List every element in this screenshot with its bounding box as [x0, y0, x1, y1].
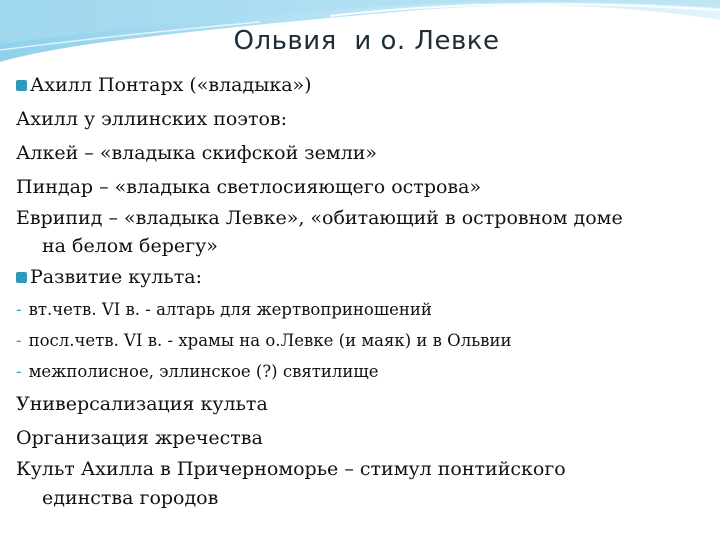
line-text: межполисное, эллинское (?) святилище	[28, 362, 379, 381]
text-line: Универсализация культа	[16, 393, 268, 415]
line-continuation: на белом берегу»	[42, 235, 218, 257]
bullet-line	[16, 68, 706, 102]
line-text: Развитие культа:	[30, 266, 203, 288]
line-text: Ахилл Понтарх («владыка»)	[30, 74, 312, 96]
square-bullet-icon	[16, 80, 27, 91]
dash-item	[16, 294, 706, 325]
text-line	[16, 455, 706, 513]
bullet-line	[16, 260, 706, 294]
dash-bullet-icon: -	[16, 331, 22, 350]
slide-title: Ольвия и о. Левке	[233, 26, 500, 56]
text-line: Пиндар – «владыка светлосияющего острова»	[16, 176, 482, 198]
line-text: посл.четв. VI в. - храмы на о.Левке (и маяк) и в Ольвии	[28, 331, 512, 350]
square-bullet-icon	[16, 272, 27, 283]
line-continuation: единства городов	[42, 487, 219, 509]
line-text: вт.четв. VI в. - алтарь для жертвоприношений	[28, 300, 432, 319]
dash-item	[16, 325, 706, 356]
line-text: Культ Ахилла в Причерноморье – стимул понтийского	[16, 458, 566, 480]
dash-item	[16, 356, 706, 387]
slide-body	[16, 68, 706, 513]
dash-bullet-icon: -	[16, 300, 22, 319]
text-line	[16, 204, 706, 260]
line-text: Еврипид – «владыка Левке», «обитающий в островном доме	[16, 207, 623, 229]
text-line: Алкей – «владыка скифской земли»	[16, 142, 378, 164]
text-line: Организация жречества	[16, 427, 263, 449]
dash-bullet-icon: -	[16, 362, 22, 381]
text-line: Ахилл у эллинских поэтов:	[16, 108, 288, 130]
